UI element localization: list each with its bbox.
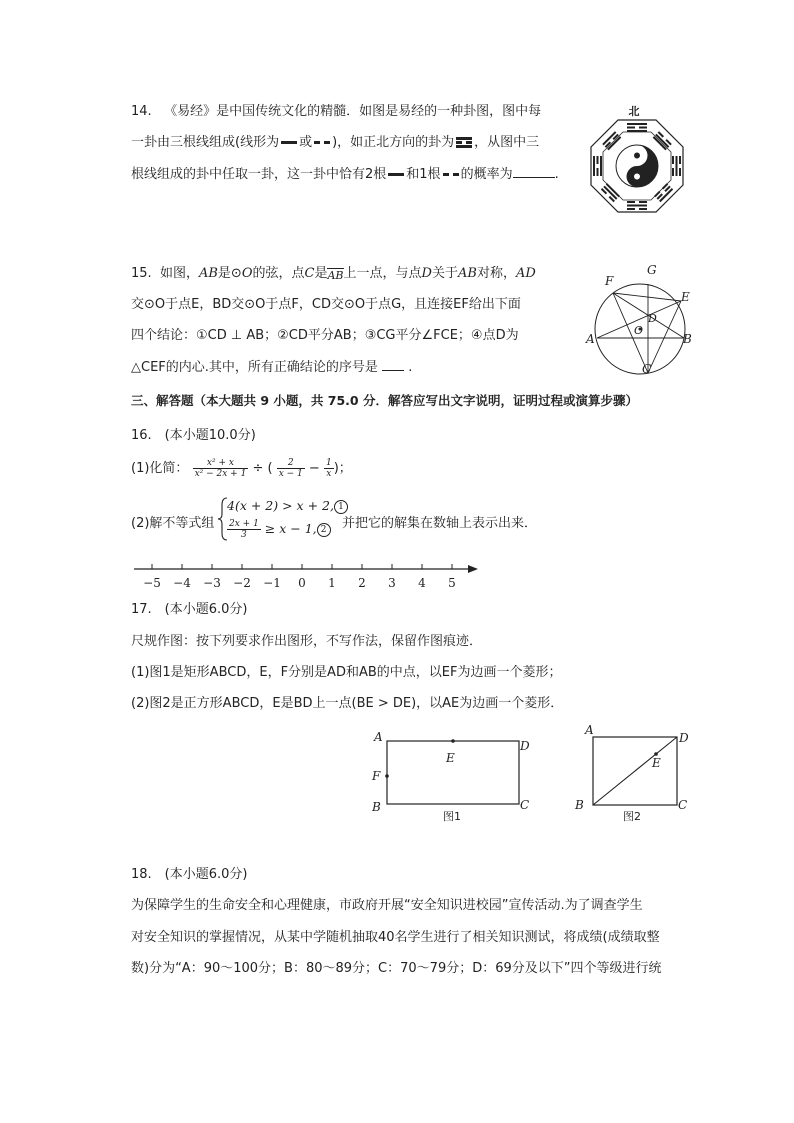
fraction-1: $\frac{\text{x² + x}}{\text{x² − 2x + 1}}$ xyxy=(194,458,247,479)
fig1-label-C: C xyxy=(520,798,530,812)
answer-blank[interactable] xyxy=(382,358,404,371)
fig2-label-B: B xyxy=(575,798,584,812)
solid-line-icon xyxy=(281,141,297,144)
circled-mark-1: 1 xyxy=(334,500,348,514)
q15-text-1d: 是 xyxy=(314,266,328,281)
number-line-ticks xyxy=(143,564,456,590)
bagua-figure xyxy=(587,102,687,214)
q15-period: . xyxy=(408,360,413,375)
fig1-label-A: A xyxy=(374,730,383,744)
q14-text-2d: ，从图中三 xyxy=(474,135,540,150)
fraction-3: $\frac{1}{x}$ xyxy=(325,458,332,479)
q14-period: . xyxy=(554,167,559,182)
q15-line1 xyxy=(131,265,536,283)
fig1-label-B: B xyxy=(372,800,381,814)
q15-text-1f: 关于 xyxy=(431,266,458,281)
fig2-label-E: E xyxy=(652,756,661,770)
number-line-tick-label: −1 xyxy=(263,576,281,590)
q15-var-AB-2: AB xyxy=(457,266,477,281)
q16-part2-tail: 并把它的解集在数轴上表示出来． xyxy=(342,516,538,531)
label-G: G xyxy=(647,263,657,277)
q15-var-D: D xyxy=(421,266,432,281)
q16-part2-label: (2)解不等式组 xyxy=(131,516,215,531)
section3-title: 三、解答题（本大题共 9 小题，共 75.0 分．解答应写出文字说明，证明过程或演算步骤） xyxy=(131,393,638,408)
q18-line1: 为保障学生的生命安全和心理健康，市政府开展“安全知识进校园”宣传活动.为了调查学生 xyxy=(131,898,643,913)
fig2-caption: 图2 xyxy=(623,810,641,823)
number-line-tick-label: −3 xyxy=(203,576,221,590)
q17-line2: (1)图1是矩形ABCD，E，F分别是AD和AB的中点，以EF为边画一个菱形； xyxy=(131,665,562,680)
q18-line3: 数)分为“A：90～100分；B：80～89分；C：70～79分；D：69分及以下”四个等级进行统 xyxy=(131,961,662,976)
inequality-1: 4(x + 2) > x + 2, 1 xyxy=(227,497,348,515)
label-C: C xyxy=(642,362,652,376)
fraction-ineq2: $\frac{2x + 1}{3}$ xyxy=(229,519,259,540)
number-line-tick-label: 4 xyxy=(418,576,426,590)
q16-part1 xyxy=(131,455,352,483)
q15-line4 xyxy=(131,358,412,377)
label-B: B xyxy=(683,332,692,346)
q15-var-AB: AB xyxy=(198,266,218,281)
q15-text-3: 四个结论：①CD ⊥ AB；②CD平分AB；③CG平分∠FCE；④点D为 xyxy=(131,328,519,343)
q14-line2 xyxy=(131,134,539,152)
number-line xyxy=(132,558,482,598)
q17-figure-2 xyxy=(572,720,702,823)
q15-number: 15. xyxy=(131,266,152,281)
fig2-label-D: D xyxy=(679,731,689,745)
q15-circle-figure xyxy=(585,259,695,379)
q15-text-1g: 对称， xyxy=(476,266,516,281)
number-line-tick-label: 1 xyxy=(328,576,336,590)
number-line-tick-label: 0 xyxy=(298,576,306,590)
q15-line2 xyxy=(131,296,521,314)
q18-header: 18. (本小题6.0分) xyxy=(131,867,248,882)
label-E: E xyxy=(681,290,690,304)
fig1-label-D: D xyxy=(520,739,530,753)
bagua-north-label: 北 xyxy=(628,105,640,118)
label-D: D xyxy=(648,312,657,325)
yin-yang-icon xyxy=(616,145,658,187)
q15-text-1c: 的弦，点 xyxy=(252,266,305,281)
circled-mark-2: 2 xyxy=(317,523,331,537)
number-line-tick-label: −4 xyxy=(173,576,191,590)
number-line-tick-label: −5 xyxy=(143,576,161,590)
fig1-label-F: F xyxy=(372,769,381,783)
q16-p1-end: )； xyxy=(333,461,352,476)
q16-minus: − xyxy=(308,461,320,476)
solid-line-icon xyxy=(388,173,404,176)
q16-header: 16. (本小题10.0分) xyxy=(131,428,256,443)
q14-text-2c: )，如正北方向的卦为 xyxy=(332,135,455,150)
q15-line3 xyxy=(131,327,519,345)
number-line-tick-label: 3 xyxy=(388,576,396,590)
q15-text-2: 交⊙O于点E，BD交⊙O于点F，CD交⊙O于点G，且连接EF给出下面 xyxy=(131,297,521,312)
q15-text-1b: 是⊙ xyxy=(217,266,242,281)
q14-text-2a: 一卦由三根线组成(线形为 xyxy=(131,135,280,150)
q16-p1-label: (1)化简： xyxy=(131,461,189,476)
q17-figure-1 xyxy=(370,725,540,825)
q17-line3: (2)图2是正方形ABCD，E是BD上一点(BE > DE)，以AE为边画一个菱形． xyxy=(131,696,564,711)
q14-number: 14. xyxy=(131,104,152,119)
diagonal-BD xyxy=(593,737,677,805)
broken-line-icon xyxy=(443,173,459,176)
fig1-label-E: E xyxy=(446,751,455,765)
q15-var-O: O xyxy=(241,266,253,281)
label-F: F xyxy=(605,274,614,288)
q14-text-2b: 或 xyxy=(299,135,313,150)
q16-div-sign: ÷ ( xyxy=(252,461,273,476)
q14-text-3c: 的概率为 xyxy=(460,167,513,182)
q14-line1 xyxy=(131,103,541,121)
number-line-tick-label: −2 xyxy=(233,576,251,590)
number-line-arrow-icon xyxy=(468,565,478,573)
north-trigram-icon xyxy=(456,137,472,148)
fig2-label-A: A xyxy=(585,723,594,737)
q15-text-1e: 上一点，与点 xyxy=(343,266,422,281)
q17-header: 17. (本小题6.0分) xyxy=(131,602,248,617)
number-line-tick-label: 2 xyxy=(358,576,366,590)
fig2-label-C: C xyxy=(678,798,688,812)
q15-text-1a: 如图， xyxy=(159,266,199,281)
label-A: A xyxy=(586,332,595,346)
q17-line1: 尺规作图：按下列要求作出图形，不写作法，保留作图痕迹． xyxy=(131,634,483,649)
q15-var-C: C xyxy=(304,266,315,281)
label-O: O xyxy=(634,324,644,337)
broken-line-icon xyxy=(314,141,330,144)
q14-text-1: 《易经》是中国传统文化的精髓．如图是易经的一种卦图，图中每 xyxy=(164,104,542,119)
q15-arc-AB: AB xyxy=(327,269,344,282)
answer-blank[interactable] xyxy=(513,165,555,178)
q14-line3 xyxy=(131,165,559,184)
q18-line2: 对安全知识的掌握情况，从某中学随机抽取40名学生进行了相关知识测试，将成绩(成绩取整 xyxy=(131,930,660,945)
q15-var-AD: AD xyxy=(515,266,536,281)
number-line-tick-label: 5 xyxy=(448,576,456,590)
q14-text-3a: 根线组成的卦中任取一卦，这一卦中恰有2根 xyxy=(131,167,387,182)
fraction-2: $\frac{2}{x - 1}$ xyxy=(278,458,303,479)
q15-text-4a: △CEF的内心.其中，所有正确结论的序号是 xyxy=(131,360,378,375)
fig1-caption: 图1 xyxy=(443,810,461,823)
q14-text-3b: 和1根 xyxy=(406,167,441,182)
inequality-2: $\frac{2x + 1}{3}$ ≥ x − 1, 2 xyxy=(227,516,331,542)
